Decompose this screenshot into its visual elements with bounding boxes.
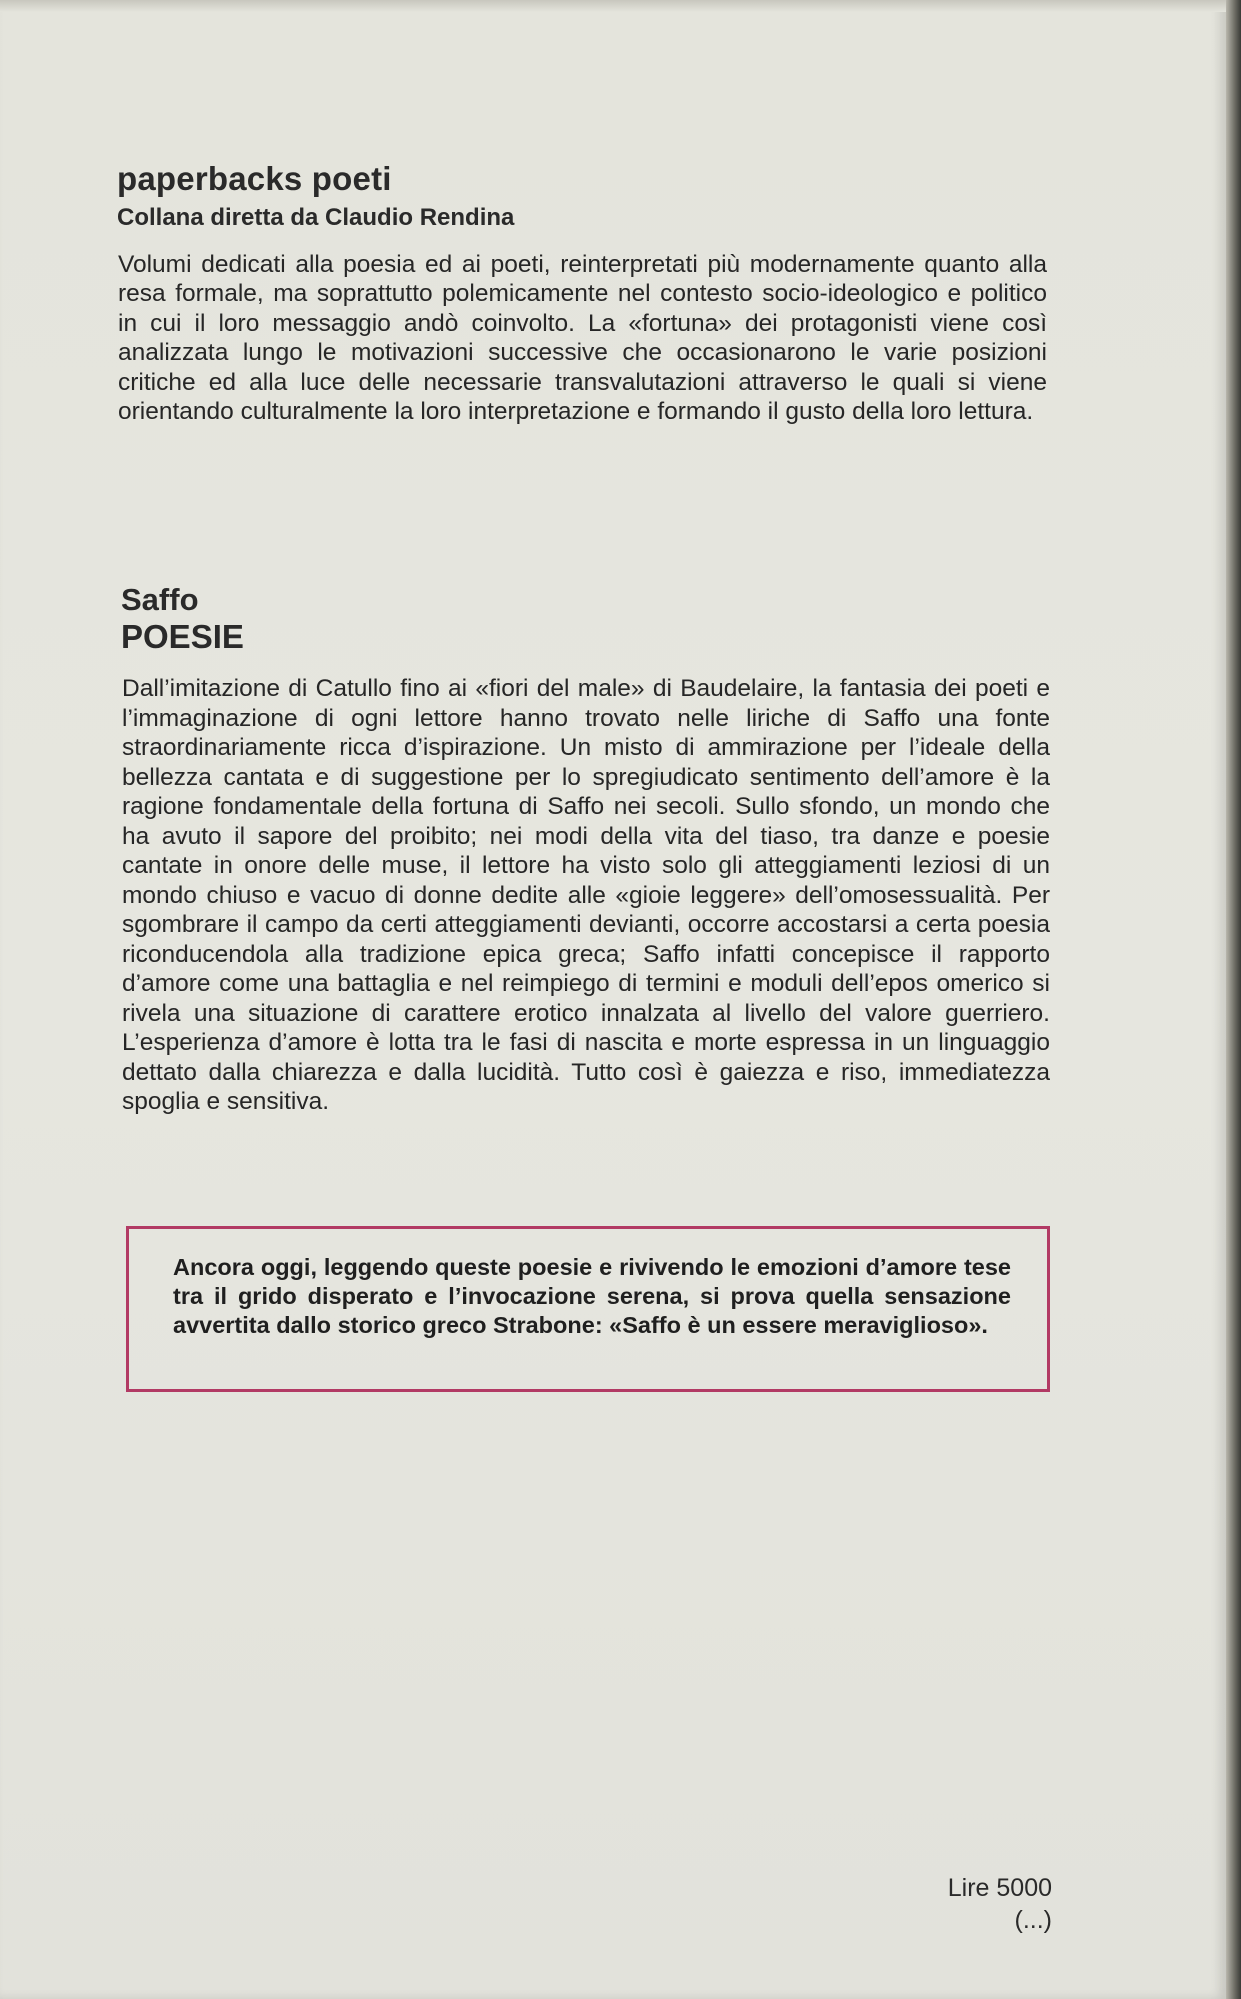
cover-right-edge — [1226, 0, 1241, 1999]
quote-box — [126, 1226, 1050, 1392]
quote-text: Ancora oggi, leggendo queste poesie e rivivendo le emozioni d’amore tese tra il grido disperato e l’invocazione serena, si prova quella sensazione avvertita dallo storico greco Strabone: «Saffo è un essere meraviglioso». — [173, 1254, 1011, 1338]
price-label: Lire 5000 — [947, 1874, 1052, 1902]
price-suffix: (...) — [1014, 1906, 1052, 1934]
series-title: paperbacks poeti — [117, 160, 392, 197]
book-title: POESIE — [121, 618, 244, 655]
book-description: Dall’imitazione di Catullo fino ai «fiori del male» di Baudelaire, la fantasia dei poeti e l’immaginazione di ogni lettore hanno trovato nelle liriche di Saffo una fonte straordinariamente ricca d’ispirazione. Un misto di ammirazione per l’ideale della bellezza cantata e di suggestione per lo spregiudicato sentimento dell’amore è la ragione fondamentale della fortuna di Saffo nei secoli. Sullo sfondo, un mondo che ha avuto il sapore del proibito; nei modi della vita del tiaso, tra danze e poesie cantate in onore delle muse, il lettore ha visto solo gli atteggiamenti leziosi di un mondo chiuso e vacuo di donne dedite alle «gioie leggere» dell’omosessualità. Per sgombrare il campo da certi atteggiamenti devianti, occorre accostarsi a certa poesia riconducendola alla tradizione epica greca; Saffo infatti concepisce il rapporto d’amore come una battaglia e nel reimpiego di termini e moduli dell’epos omerico si rivela una situazione di carattere erotico innalzata al livello del valore guerriero. L’esperienza d’amore è lotta tra le fasi di nascita e morte espressa in un linguaggio dettato dalla chiarezza e dalla lucidità. Tutto così è gaiezza e riso, immediatezza spoglia e sensitiva. — [122, 675, 1050, 1115]
series-description: Volumi dedicati alla poesia ed ai poeti, reinterpretati più modernamente quanto alla resa formale, ma soprattutto polemicamente nel contesto socio-ideologico e politico in cui il loro messaggio andò coinvolto. La «fortuna» dei protagonisti viene così analizzata lungo le motivazioni successive che occasionarono le varie posizioni critiche ed alla luce delle necessarie transvalutazioni attraverso le quali si viene orientando culturalmente la loro interpretazione e formando il gusto della loro lettura. — [118, 251, 1047, 426]
cover-top-edge — [0, 0, 1226, 12]
book-author: Saffo — [121, 582, 199, 617]
series-editor: Collana diretta da Claudio Rendina — [117, 204, 515, 231]
